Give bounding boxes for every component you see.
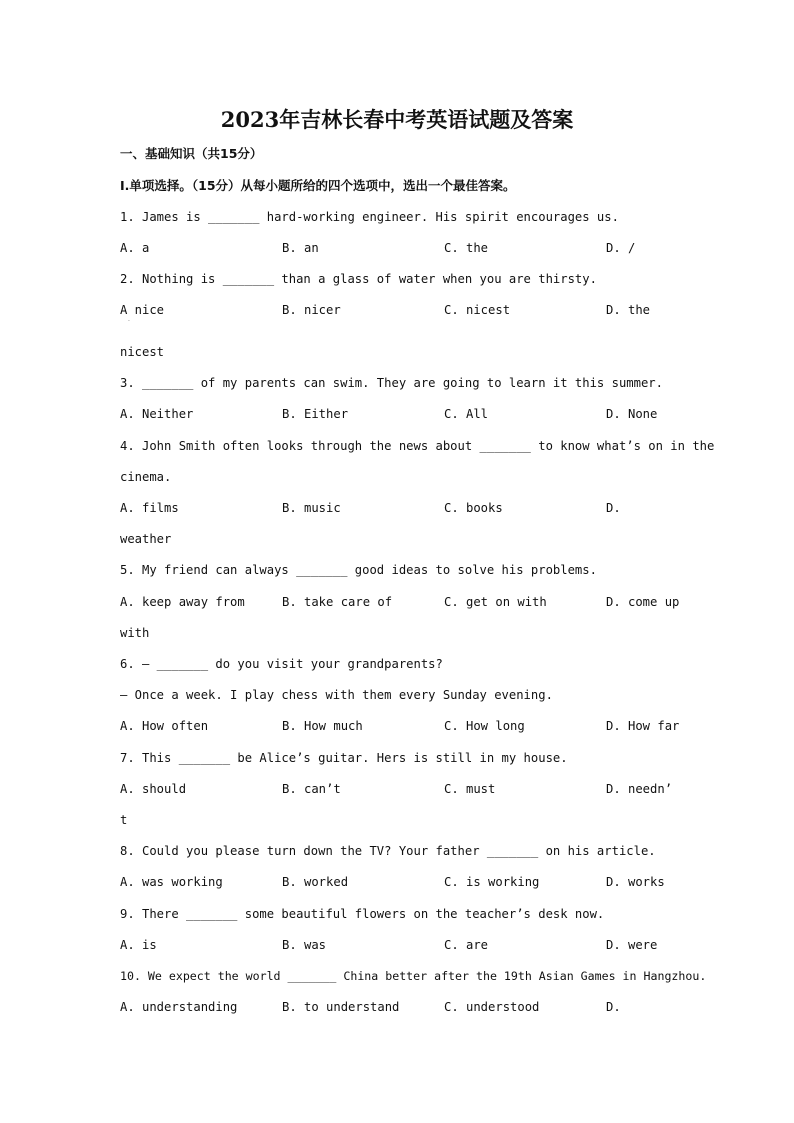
- q5-option-d-continued: with: [120, 626, 150, 640]
- question-6-reply: — Once a week. I play chess with them every Sunday evening.: [120, 688, 553, 702]
- question-10: 10. We expect the world _______ China better after the 19th Asian Games in Hangzhou.: [120, 969, 707, 983]
- q1-option-b: B. an: [282, 241, 319, 255]
- q3-option-c: C. All: [444, 407, 489, 421]
- q1-option-c: C. the: [444, 241, 489, 255]
- question-4: 4. John Smith often looks through the news about _______ to know what’s on in the: [120, 439, 715, 453]
- q6-option-b: B. How much: [282, 719, 363, 733]
- q3-option-b: B. Either: [282, 407, 349, 421]
- q8-option-a: A. was working: [120, 875, 223, 889]
- question-3: 3. _______ of my parents can swim. They are going to learn it this summer.: [120, 376, 663, 390]
- q2-option-b: B. nicer: [282, 303, 341, 317]
- q8-option-c: C. is working: [444, 875, 540, 889]
- q7-option-d: D. needn’: [606, 782, 673, 796]
- section-heading: 一、基础知识（共15分）: [120, 146, 263, 161]
- q2-option-a: A nice: [120, 303, 165, 317]
- q10-option-b: B. to understand: [282, 1000, 400, 1014]
- q6-option-a: A. How often: [120, 719, 209, 733]
- q1-option-a: A. a: [120, 241, 150, 255]
- q7-option-c: C. must: [444, 782, 496, 796]
- question-1: 1. James is _______ hard-working engineer. His spirit encourages us.: [120, 210, 619, 224]
- q4-option-c: C. books: [444, 501, 503, 515]
- q9-option-c: C. are: [444, 938, 489, 952]
- part-heading: I.单项选择。（15分）从每小题所给的四个选项中，选出一个最佳答案。: [120, 178, 516, 193]
- q5-option-c: C. get on with: [444, 595, 547, 609]
- question-6: 6. — _______ do you visit your grandparents?: [120, 657, 443, 671]
- q8-option-d: D. works: [606, 875, 665, 889]
- q10-option-a: A. understanding: [120, 1000, 238, 1014]
- q4-option-d: D.: [606, 501, 621, 515]
- q9-option-a: A. is: [120, 938, 157, 952]
- q5-option-a: A. keep away from: [120, 595, 245, 609]
- q4-option-b: B. music: [282, 501, 341, 515]
- q9-option-d: D. were: [606, 938, 658, 952]
- q5-option-b: B. take care of: [282, 595, 393, 609]
- q10-option-c: C. understood: [444, 1000, 540, 1014]
- q9-option-b: B. was: [282, 938, 327, 952]
- stray-mark: ·: [128, 318, 130, 325]
- q2-option-d-continued: nicest: [120, 345, 165, 359]
- q4-option-a: A. films: [120, 501, 179, 515]
- question-9: 9. There _______ some beautiful flowers on the teacher’s desk now.: [120, 907, 605, 921]
- q3-option-d: D. None: [606, 407, 658, 421]
- q2-option-d: D. the: [606, 303, 651, 317]
- q4-option-d-continued: weather: [120, 532, 172, 546]
- q7-option-d-continued: t: [120, 813, 128, 827]
- q6-option-d: D. How far: [606, 719, 680, 733]
- q6-option-c: C. How long: [444, 719, 525, 733]
- question-2: 2. Nothing is _______ than a glass of water when you are thirsty.: [120, 272, 597, 286]
- q5-option-d: D. come up: [606, 595, 680, 609]
- question-5: 5. My friend can always _______ good ideas to solve his problems.: [120, 563, 597, 577]
- q3-option-a: A. Neither: [120, 407, 194, 421]
- q8-option-b: B. worked: [282, 875, 349, 889]
- page-title: 2023年吉林长春中考英语试题及答案: [220, 107, 574, 132]
- question-7: 7. This _______ be Alice’s guitar. Hers is still in my house.: [120, 751, 568, 765]
- q2-option-c: C. nicest: [444, 303, 511, 317]
- q10-option-d: D.: [606, 1000, 621, 1014]
- question-4-continued: cinema.: [120, 470, 172, 484]
- q7-option-b: B. can’t: [282, 782, 341, 796]
- question-8: 8. Could you please turn down the TV? Your father _______ on his article.: [120, 844, 656, 858]
- q1-option-d: D. /: [606, 241, 636, 255]
- q7-option-a: A. should: [120, 782, 187, 796]
